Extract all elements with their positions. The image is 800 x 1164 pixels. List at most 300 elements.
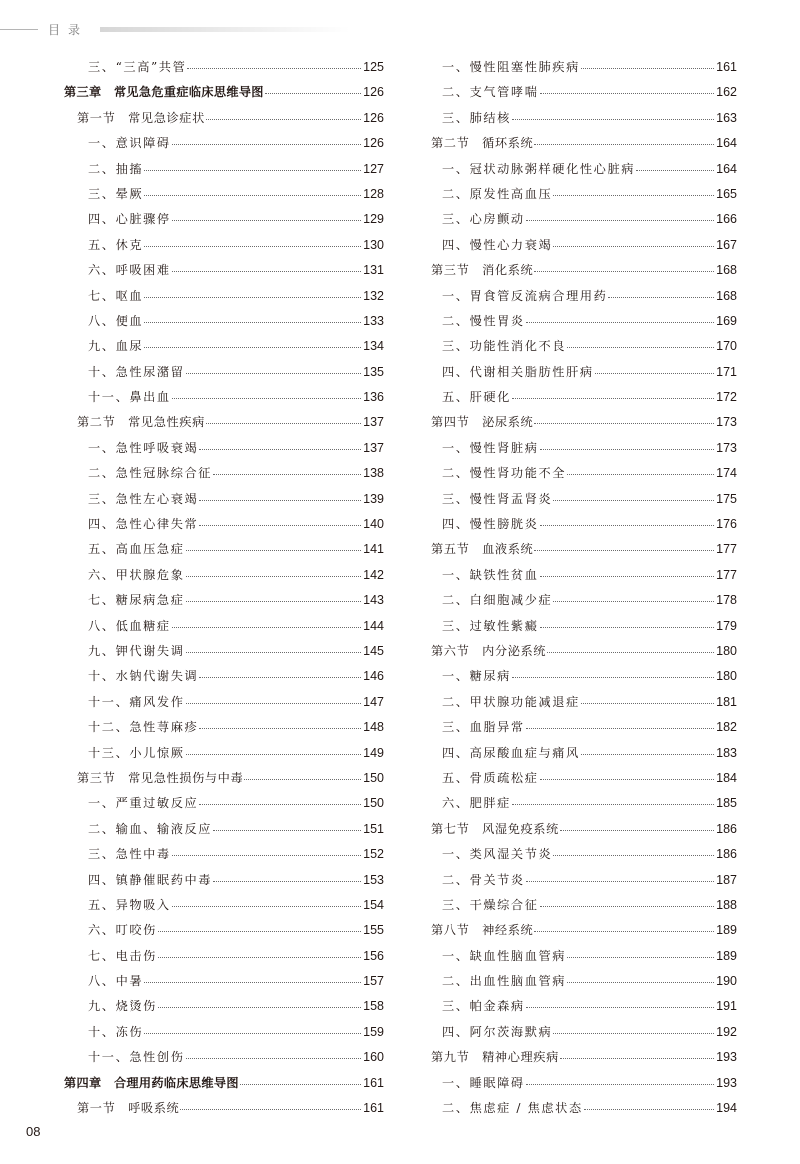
toc-entry-topic[interactable]: [431, 309, 737, 334]
toc-entry-page: 166: [716, 212, 737, 227]
dot-leader: [540, 93, 715, 94]
dot-leader: [172, 220, 361, 221]
dot-leader: [240, 1084, 361, 1085]
toc-entry-topic[interactable]: [431, 944, 737, 969]
toc-entry-page: 161: [363, 1101, 384, 1116]
toc-entry-topic[interactable]: [64, 487, 384, 512]
toc-entry-topic[interactable]: [431, 182, 737, 207]
toc-entry-section[interactable]: [431, 131, 737, 156]
toc-entry-topic[interactable]: [64, 157, 384, 182]
toc-entry-page: 162: [716, 85, 737, 100]
toc-entry-topic[interactable]: [64, 918, 384, 943]
toc-entry-title: 一、慢性阻塞性肺疾病: [442, 60, 580, 74]
toc-entry-topic[interactable]: [64, 817, 384, 842]
toc-entry-topic[interactable]: [431, 360, 737, 385]
toc-entry-page: 144: [363, 618, 384, 633]
dot-leader: [144, 170, 361, 171]
toc-entry-title: 三、心房颤动: [442, 212, 525, 227]
dot-leader: [553, 500, 714, 501]
toc-entry-topic[interactable]: [64, 664, 384, 689]
dot-leader: [553, 601, 714, 602]
header-gradient-bar: [100, 27, 350, 32]
toc-entry-topic[interactable]: [64, 207, 384, 232]
dot-leader: [213, 474, 361, 475]
dot-leader: [553, 855, 714, 856]
toc-entry-title: 二、急性冠脉综合征: [88, 466, 213, 481]
toc-entry-page: 188: [716, 897, 737, 912]
toc-entry-page: 150: [363, 770, 384, 785]
toc-entry-page: 186: [716, 847, 737, 862]
toc-entry-topic[interactable]: [64, 360, 384, 385]
toc-entry-page: 156: [363, 948, 384, 963]
toc-entry-page: 173: [716, 415, 737, 430]
toc-entry-chapter[interactable]: [64, 80, 384, 105]
toc-entry-page: 189: [716, 923, 737, 938]
toc-entry-page: 133: [363, 313, 384, 328]
dot-leader: [144, 982, 361, 983]
toc-entry-page: 145: [363, 643, 384, 658]
toc-entry-page: 191: [716, 999, 737, 1014]
toc-entry-topic[interactable]: [64, 690, 384, 715]
dot-leader: [534, 423, 714, 424]
toc-entry-topic[interactable]: [431, 690, 737, 715]
toc-entry-title: 十三、小儿惊厥: [88, 745, 185, 760]
toc-entry-title: 十、冻伤: [88, 1024, 144, 1039]
toc-entry-title: 六、甲状腺危象: [88, 567, 185, 582]
toc-entry-page: 134: [363, 339, 384, 354]
toc-entry-title: 五、高血压急症: [88, 542, 185, 557]
toc-entry-title: 一、类风湿关节炎: [442, 847, 553, 862]
dot-leader: [186, 703, 362, 704]
toc-entry-page: 148: [363, 720, 384, 735]
toc-entry-page: 139: [363, 491, 384, 506]
dot-leader: [567, 957, 714, 958]
toc-entry-title: 三、急性左心衰竭: [88, 491, 199, 506]
toc-entry-section[interactable]: [431, 918, 737, 943]
toc-entry-topic[interactable]: [431, 80, 737, 105]
toc-entry-page: 150: [363, 796, 384, 811]
dot-leader: [512, 677, 714, 678]
toc-entry-page: 184: [716, 770, 737, 785]
toc-entry-title: 五、肝硬化: [442, 390, 511, 405]
header-title: 目录: [48, 23, 89, 37]
toc-entry-page: 190: [716, 974, 737, 989]
toc-entry-title: 一、严重过敏反应: [88, 796, 199, 811]
toc-entry-topic[interactable]: [431, 157, 737, 182]
toc-entry-page: 168: [716, 288, 737, 303]
toc-entry-title: 三、“三高”共管: [88, 60, 187, 74]
dot-leader: [636, 170, 714, 171]
dot-leader: [172, 855, 361, 856]
toc-entry-title: 一、缺血性脑血管病: [442, 948, 567, 963]
toc-entry-title: 八、中暑: [88, 974, 144, 989]
toc-entry-section[interactable]: [431, 410, 737, 435]
toc-entry-topic[interactable]: [431, 664, 737, 689]
toc-entry-section[interactable]: [431, 258, 737, 283]
toc-entry-page: 189: [716, 948, 737, 963]
toc-entry-page: 127: [363, 161, 384, 176]
toc-entry-title: 二、白细胞减少症: [442, 593, 553, 608]
toc-entry-section[interactable]: [431, 1045, 737, 1070]
toc-entry-page: 193: [716, 1075, 737, 1090]
dot-leader: [534, 550, 714, 551]
toc-entry-page: 171: [716, 364, 737, 379]
dot-leader: [595, 373, 714, 374]
toc-entry-page: 126: [363, 110, 384, 125]
toc-entry-section[interactable]: [431, 537, 737, 562]
dot-leader: [553, 246, 714, 247]
toc-entry-topic[interactable]: [64, 461, 384, 486]
dot-leader: [540, 525, 715, 526]
dot-leader: [144, 195, 361, 196]
toc-entry-title: 一、糖尿病: [442, 669, 511, 684]
dot-leader: [581, 68, 714, 69]
toc-entry-topic[interactable]: [431, 766, 737, 791]
dot-leader: [567, 347, 714, 348]
toc-entry-page: 141: [363, 542, 384, 557]
toc-entry-title: 二、甲状腺功能减退症: [442, 694, 580, 709]
toc-entry-title: 一、冠状动脉粥样硬化性心脏病: [442, 161, 636, 176]
toc-entry-topic[interactable]: [64, 182, 384, 207]
dot-leader: [158, 957, 361, 958]
toc-entry-title: 十一、痛风发作: [88, 694, 185, 709]
toc-entry-title: 一、意识障碍: [88, 136, 171, 151]
toc-entry-title: 五、休克: [88, 237, 144, 252]
toc-entry-title: 六、肥胖症: [442, 796, 511, 811]
toc-entry-title: 第一节 常见急诊症状: [77, 110, 205, 125]
toc-entry-topic[interactable]: [64, 614, 384, 639]
toc-entry-topic[interactable]: [64, 588, 384, 613]
toc-entry-page: 140: [363, 517, 384, 532]
toc-entry-topic[interactable]: [64, 436, 384, 461]
toc-entry-title: 第七节 风湿免疫系统: [431, 821, 559, 836]
toc-entry-page: 192: [716, 1024, 737, 1039]
toc-entry-title: 一、胃食管反流病合理用药: [442, 288, 608, 303]
toc-entry-page: 153: [363, 872, 384, 887]
toc-entry-page: 152: [363, 847, 384, 862]
toc-entry-page: 160: [363, 1050, 384, 1065]
toc-entry-title: 第一节 呼吸系统: [77, 1101, 180, 1116]
toc-entry-topic[interactable]: [431, 969, 737, 994]
toc-entry-page: 172: [716, 390, 737, 405]
toc-entry-topic[interactable]: [64, 639, 384, 664]
dot-leader: [540, 576, 715, 577]
toc-entry-title: 第四节 泌尿系统: [431, 415, 534, 430]
toc-entry-title: 二、原发性高血压: [442, 186, 553, 201]
dot-leader: [526, 322, 714, 323]
toc-entry-title: 第五节 血液系统: [431, 542, 534, 557]
toc-entry-topic[interactable]: [64, 309, 384, 334]
toc-entry-title: 十一、鼻出血: [88, 390, 171, 405]
toc-entry-section[interactable]: [64, 766, 384, 791]
toc-entry-title: 四、慢性膀胱炎: [442, 517, 539, 532]
toc-entry-page: 137: [363, 415, 384, 430]
toc-entry-topic[interactable]: [64, 258, 384, 283]
toc-entry-topic[interactable]: [64, 512, 384, 537]
toc-entry-page: 165: [716, 186, 737, 201]
toc-entry-chapter[interactable]: [64, 1071, 384, 1096]
dot-leader: [186, 373, 362, 374]
toc-entry-page: 176: [716, 517, 737, 532]
toc-entry-page: 194: [716, 1101, 737, 1116]
toc-entry-title: 四、心脏骤停: [88, 212, 171, 227]
toc-entry-title: 第八节 神经系统: [431, 923, 534, 938]
dot-leader: [199, 525, 361, 526]
toc-entry-topic[interactable]: [64, 233, 384, 258]
toc-entry-topic[interactable]: [64, 994, 384, 1019]
toc-entry-page: 180: [716, 643, 737, 658]
toc-entry-topic[interactable]: [64, 893, 384, 918]
toc-entry-title: 第九节 精神心理疾病: [431, 1050, 559, 1065]
dot-leader: [172, 271, 361, 272]
toc-entry-section[interactable]: [64, 410, 384, 435]
toc-entry-title: 第二节 常见急性疾病: [77, 415, 205, 430]
toc-entry-topic[interactable]: [431, 1020, 737, 1045]
toc-entry-page: 136: [363, 390, 384, 405]
toc-entry-topic[interactable]: [431, 461, 737, 486]
toc-entry-title: 四、代谢相关脂肪性肝病: [442, 364, 594, 379]
dot-leader: [560, 830, 714, 831]
toc-entry-page: 174: [716, 466, 737, 481]
toc-entry-page: 149: [363, 745, 384, 760]
toc-entry-section[interactable]: [431, 639, 737, 664]
dot-leader: [581, 703, 714, 704]
dot-leader: [567, 474, 714, 475]
dot-leader: [526, 728, 714, 729]
toc-entry-topic[interactable]: [431, 334, 737, 359]
toc-entry-title: 六、呼吸困难: [88, 263, 171, 278]
toc-entry-topic[interactable]: [64, 131, 384, 156]
toc-entry-title: 八、低血糖症: [88, 618, 171, 633]
toc-entry-page: 161: [363, 1075, 384, 1090]
dot-leader: [172, 627, 361, 628]
dot-leader: [158, 931, 361, 932]
toc-entry-title: 第三节 消化系统: [431, 263, 534, 278]
toc-entry-topic[interactable]: [431, 512, 737, 537]
dot-leader: [186, 576, 362, 577]
toc-entry-page: 155: [363, 923, 384, 938]
toc-entry-topic[interactable]: [64, 842, 384, 867]
dot-leader: [534, 271, 714, 272]
toc-entry-topic[interactable]: [431, 868, 737, 893]
toc-entry-page: 181: [716, 694, 737, 709]
toc-entry-topic[interactable]: [431, 893, 737, 918]
toc-entry-page: 180: [716, 669, 737, 684]
toc-entry-page: 185: [716, 796, 737, 811]
dot-leader: [534, 931, 714, 932]
toc-entry-page: 135: [363, 364, 384, 379]
dot-leader: [534, 144, 714, 145]
toc-entry-topic[interactable]: [64, 944, 384, 969]
toc-entry-topic[interactable]: [64, 1045, 384, 1070]
toc-entry-title: 十二、急性荨麻疹: [88, 720, 199, 735]
toc-entry-title: 五、异物吸入: [88, 897, 171, 912]
running-header: [0, 0, 800, 56]
toc-entry-page: 187: [716, 872, 737, 887]
dot-leader: [540, 449, 715, 450]
dot-leader: [581, 754, 714, 755]
dot-leader: [172, 906, 361, 907]
dot-leader: [567, 982, 714, 983]
dot-leader: [158, 1007, 361, 1008]
toc-entry-topic[interactable]: [431, 791, 737, 816]
toc-entry-topic[interactable]: [431, 284, 737, 309]
toc-entry-topic[interactable]: [431, 233, 737, 258]
dot-leader: [144, 1033, 361, 1034]
toc-entry-page: 146: [363, 669, 384, 684]
toc-entry-title: 三、过敏性紫癜: [442, 618, 539, 633]
dot-leader: [265, 93, 361, 94]
toc-entry-topic[interactable]: [431, 842, 737, 867]
toc-entry-topic[interactable]: [431, 106, 737, 131]
toc-entry-title: 二、骨关节炎: [442, 872, 525, 887]
toc-entry-title: 二、输血、输液反应: [88, 821, 213, 836]
toc-entry-topic[interactable]: [431, 588, 737, 613]
toc-entry-topic[interactable]: [431, 1071, 737, 1096]
dot-leader: [187, 68, 361, 69]
header-rule: [0, 29, 38, 30]
toc-entry-page: 126: [363, 136, 384, 151]
dot-leader: [144, 322, 361, 323]
dot-leader: [186, 754, 362, 755]
toc-entry-title: 第四章 合理用药临床思维导图: [64, 1075, 239, 1090]
toc-entry-page: 159: [363, 1024, 384, 1039]
toc-entry-page: 175: [716, 491, 737, 506]
toc-entry-title: 三、功能性消化不良: [442, 339, 567, 354]
toc-entry-title: 三、干燥综合征: [442, 897, 539, 912]
toc-entry-title: 一、急性呼吸衰竭: [88, 440, 199, 455]
dot-leader: [206, 119, 361, 120]
toc-entry-topic[interactable]: [431, 207, 737, 232]
toc-entry-page: 138: [363, 466, 384, 481]
toc-entry-page: 157: [363, 974, 384, 989]
dot-leader: [144, 246, 361, 247]
dot-leader: [540, 906, 715, 907]
toc-entry-topic[interactable]: [431, 563, 737, 588]
dot-leader: [526, 1007, 714, 1008]
toc-entry-page: 177: [716, 567, 737, 582]
toc-entry-page: 178: [716, 593, 737, 608]
toc-entry-page: 168: [716, 263, 737, 278]
dot-leader: [186, 1058, 362, 1059]
toc-entry-topic[interactable]: [431, 487, 737, 512]
toc-entry-page: 169: [716, 313, 737, 328]
toc-entry-topic[interactable]: [64, 284, 384, 309]
toc-entry-topic[interactable]: [431, 994, 737, 1019]
toc-entry-section[interactable]: [431, 817, 737, 842]
toc-entry-topic[interactable]: [64, 563, 384, 588]
toc-entry-title: 十一、急性创伤: [88, 1050, 185, 1065]
toc-entry-topic[interactable]: [431, 55, 737, 80]
toc-entry-title: 三、帕金森病: [442, 999, 525, 1014]
toc-entry-page: 130: [363, 237, 384, 252]
dot-leader: [512, 804, 714, 805]
toc-entry-title: 第三节 常见急性损伤与中毒: [77, 770, 244, 785]
toc-entry-title: 三、慢性肾盂肾炎: [442, 491, 553, 506]
toc-entry-topic[interactable]: [431, 1096, 737, 1121]
toc-entry-page: 151: [363, 821, 384, 836]
toc-entry-title: 十、水钠代谢失调: [88, 669, 199, 684]
dot-leader: [206, 423, 361, 424]
toc-entry-title: 六、叮咬伤: [88, 923, 157, 938]
toc-entry-page: 193: [716, 1050, 737, 1065]
toc-entry-title: 第六节 内分泌系统: [431, 643, 547, 658]
toc-entry-page: 177: [716, 542, 737, 557]
toc-entry-title: 第二节 循环系统: [431, 136, 534, 151]
toc-entry-page: 170: [716, 339, 737, 354]
toc-entry-topic[interactable]: [64, 741, 384, 766]
dot-leader: [186, 550, 362, 551]
toc-entry-topic[interactable]: [64, 715, 384, 740]
toc-entry-title: 七、糖尿病急症: [88, 593, 185, 608]
toc-entry-topic[interactable]: [431, 614, 737, 639]
toc-entry-topic[interactable]: [64, 791, 384, 816]
toc-entry-topic[interactable]: [431, 715, 737, 740]
toc-entry-page: 126: [363, 85, 384, 100]
toc-entry-topic[interactable]: [64, 969, 384, 994]
dot-leader: [560, 1058, 714, 1059]
toc-entry-title: 九、血尿: [88, 339, 144, 354]
toc-entry-page: 182: [716, 720, 737, 735]
toc-entry-title: 三、急性中毒: [88, 847, 171, 862]
toc-entry-topic[interactable]: [431, 385, 737, 410]
dot-leader: [553, 1033, 714, 1034]
toc-entry-title: 二、抽搐: [88, 161, 144, 176]
toc-entry-topic[interactable]: [64, 385, 384, 410]
toc-entry-title: 七、电击伤: [88, 948, 157, 963]
dot-leader: [547, 652, 714, 653]
dot-leader: [144, 347, 361, 348]
dot-leader: [144, 297, 361, 298]
toc-entry-page: 131: [363, 263, 384, 278]
toc-entry-topic[interactable]: [431, 436, 737, 461]
toc-entry-topic[interactable]: [64, 537, 384, 562]
toc-entry-topic[interactable]: [64, 334, 384, 359]
toc-entry-section[interactable]: [64, 106, 384, 131]
toc-entry-topic[interactable]: [431, 741, 737, 766]
dot-leader: [526, 220, 714, 221]
dot-leader: [172, 144, 361, 145]
toc-entry-topic[interactable]: [64, 1020, 384, 1045]
dot-leader: [172, 398, 361, 399]
toc-entry-section[interactable]: [64, 1096, 384, 1121]
toc-entry-page: 183: [716, 745, 737, 760]
toc-entry-page: 164: [716, 136, 737, 151]
dot-leader: [526, 881, 714, 882]
toc-entry-page: 137: [363, 440, 384, 455]
dot-leader: [199, 804, 361, 805]
toc-entry-topic[interactable]: [64, 868, 384, 893]
toc-entry-title: 十、急性尿潴留: [88, 364, 185, 379]
dot-leader: [608, 297, 714, 298]
toc-entry-title: 一、睡眠障碍: [442, 1075, 525, 1090]
toc-entry-topic[interactable]: [64, 55, 384, 80]
toc-entry-page: 161: [716, 60, 737, 74]
dot-leader: [199, 449, 361, 450]
toc-entry-title: 四、急性心律失常: [88, 517, 199, 532]
dot-leader: [213, 830, 361, 831]
toc-entry-title: 二、支气管哮喘: [442, 85, 539, 100]
toc-entry-title: 七、呕血: [88, 288, 144, 303]
dot-leader: [180, 1109, 361, 1110]
dot-leader: [199, 677, 361, 678]
toc-entry-page: 186: [716, 821, 737, 836]
toc-entry-page: 179: [716, 618, 737, 633]
toc-right-column: [431, 55, 737, 1121]
toc-entry-title: 九、钾代谢失调: [88, 643, 185, 658]
toc-entry-page: 143: [363, 593, 384, 608]
toc-entry-title: 八、便血: [88, 313, 144, 328]
